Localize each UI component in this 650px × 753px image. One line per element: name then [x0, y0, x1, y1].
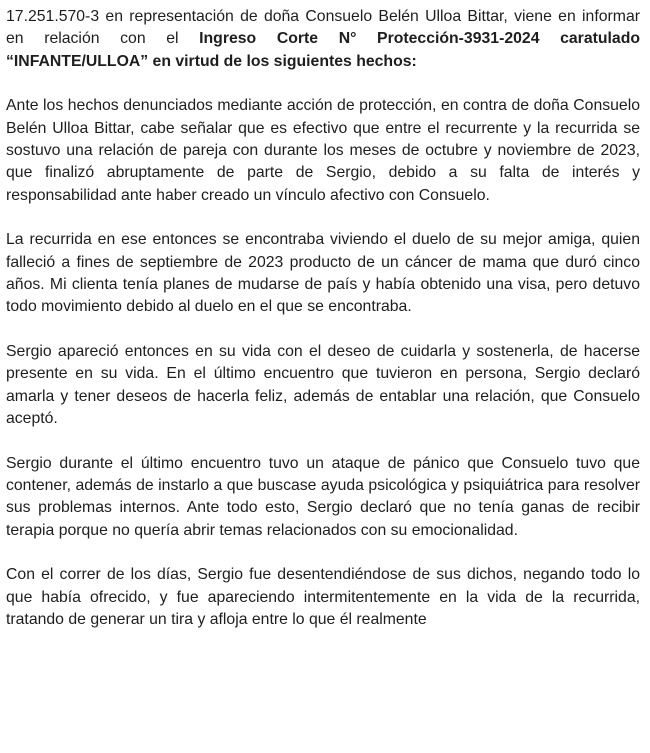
intro-paragraph: [6, 6, 640, 73]
paragraph-facts-4: Sergio durante el último encuentro tuvo un ataque de pánico que Consuelo tuvo que contener, además de instarlo a que buscase ayuda psicológica y psiquiátrica para resolver sus problemas internos. Ante todo esto, Sergio declaró que no tenía ganas de recibir terapia porque no quería abrir temas relacionados con su emocionalidad.: [6, 454, 640, 539]
document-body: [6, 6, 640, 653]
paragraph-facts-2: La recurrida en ese entonces se encontraba viviendo el duelo de su mejor amiga, quien falleció a fines de septiembre de 2023 producto de un cáncer de mama que duró cinco años. Mi clienta tenía planes de mudarse de país y había obtenido una visa, pero detuvo todo movimiento debido al duelo en el que se encontraba.: [6, 231, 640, 316]
paragraph-facts-5: Con el correr de los días, Sergio fue desentendiéndose de sus dichos, negando todo lo que había ofrecido, y fue apareciendo intermitentemente en la vida de la recurrida, tratando de generar un tira y afloja entre lo que él realmente: [6, 566, 640, 628]
intro-lead-text: 17.251.570-3 en representación de doña Consuelo Belén Ulloa Bittar, viene en informar en relación con el: [6, 8, 640, 48]
paragraph-facts-3: Sergio apareció entonces en su vida con el deseo de cuidarla y sostenerla, de hacerse presente en su vida. En el último encuentro que tuvieron en persona, Sergio declaró amarla y tener deseos de hacerla feliz, además de entablar una relación, que Consuelo aceptó.: [6, 342, 640, 428]
case-reference: Ingreso Corte N° Protección-3931-2024 caratulado “INFANTE/ULLOA” en virtud de los siguientes hechos:: [6, 30, 640, 70]
paragraph-facts-1: Ante los hechos denunciados mediante acción de protección, en contra de doña Consuelo Belén Ulloa Bittar, cabe señalar que es efectivo que entre el recurrente y la recurrida se sostuvo una relación de pareja con durante los meses de octubre y noviembre de 2023, que finalizó abruptamente de parte de Sergio, debido a su falta de interés y responsabilidad ante haber creado un vínculo afectivo con Consuelo.: [6, 97, 640, 204]
